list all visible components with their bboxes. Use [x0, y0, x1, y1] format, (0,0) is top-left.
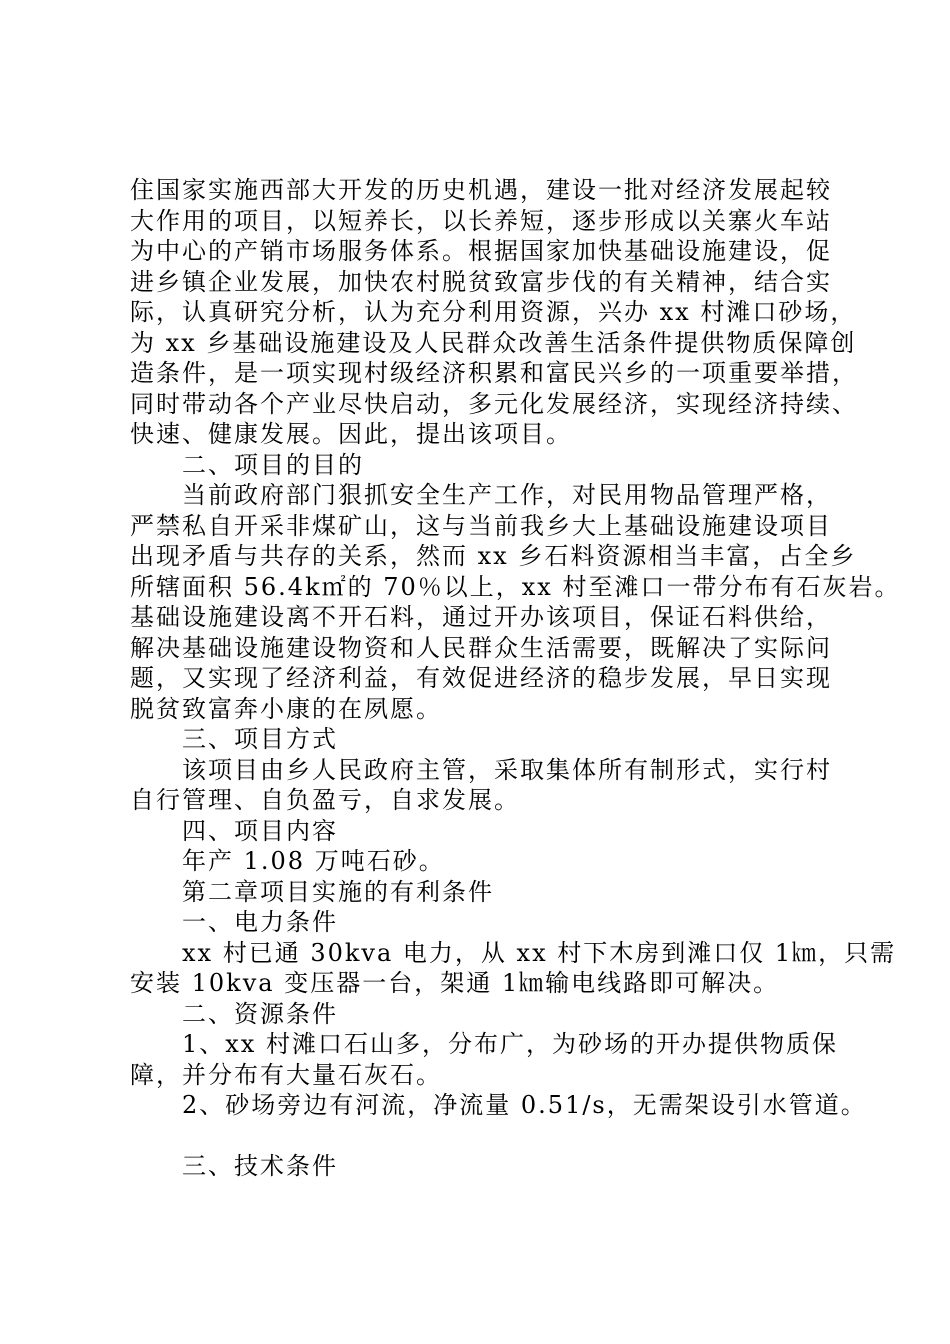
- paragraph-project-purpose: [130, 480, 930, 724]
- text-line: 解决基础设施建设物资和人民群众生活需要，既解决了实际问: [130, 633, 832, 662]
- text-line: 同时带动各个产业尽快启动，多元化发展经济，实现经济持续、: [130, 389, 858, 418]
- paragraph-background: [130, 175, 930, 450]
- chapter-heading: [130, 877, 930, 908]
- text-line: 进乡镇企业发展，加快农村脱贫致富步伐的有关精神，结合实: [130, 267, 832, 296]
- text-line: 自行管理、自负盈亏，自求发展。: [130, 786, 520, 814]
- section-heading-project-method: [130, 724, 930, 755]
- text-line: 造条件，是一项实现村级经济积累和富民兴乡的一项重要举措，: [130, 359, 858, 387]
- section-heading-technical: [130, 1151, 930, 1182]
- text-line: 严禁私自开采非煤矿山，这与当前我乡大上基础设施建设项目: [130, 511, 832, 540]
- text-line: 际，认真研究分析，认为充分利用资源，兴办 xx 村滩口砂场，: [130, 298, 857, 326]
- text-line: 题，又实现了经济利益，有效促进经济的稳步发展，早日实现: [130, 664, 832, 692]
- text-line: 为中心的产销市场服务体系。根据国家加快基础设施建设，促: [130, 237, 832, 265]
- text-line: 障，并分布有大量石灰石。: [130, 1060, 442, 1089]
- section-heading-power: [130, 907, 930, 938]
- paragraph-resources-1: [130, 1029, 930, 1090]
- blank-line: [130, 1121, 930, 1152]
- section-heading-project-purpose: [130, 450, 930, 481]
- text-line: 所辖面积 56.4k㎡的 70％以上，xx 村至滩口一带分布有石灰岩。: [130, 572, 901, 601]
- text-line: 脱贫致富奔小康的在夙愿。: [130, 694, 442, 723]
- text-line: 出现矛盾与共存的关系，然而 xx 乡石料资源相当丰富，占全乡: [130, 542, 857, 570]
- heading-text: 三、技术条件: [182, 1152, 338, 1180]
- heading-text: 二、项目的目的: [182, 450, 364, 479]
- text-line: 基础设施建设离不开石料，通过开办该项目，保证石料供给，: [130, 603, 832, 631]
- document-body: [130, 175, 930, 1182]
- section-heading-resources: [130, 999, 930, 1030]
- heading-text: 一、电力条件: [182, 908, 338, 936]
- text-line: 为 xx 乡基础设施建设及人民群众改善生活条件提供物质保障创: [130, 328, 857, 357]
- text-line: 住国家实施西部大开发的历史机遇，建设一批对经济发展起较: [130, 176, 832, 204]
- text-line: 年产 1.08 万吨石砂。: [182, 847, 445, 875]
- heading-text: 四、项目内容: [182, 816, 338, 845]
- text-line: 2、砂场旁边有河流，净流量 0.51/s，无需架设引水管道。: [182, 1091, 867, 1119]
- text-line: 该项目由乡人民政府主管，采取集体所有制形式，实行村: [182, 755, 832, 784]
- heading-text: 二、资源条件: [182, 999, 338, 1028]
- text-line: 大作用的项目，以短养长，以长养短，逐步形成以关寨火车站: [130, 206, 832, 235]
- paragraph-power: [130, 938, 930, 999]
- section-heading-project-content: [130, 816, 930, 847]
- paragraph-project-method: [130, 755, 930, 816]
- text-line: 当前政府部门狠抓安全生产工作，对民用物品管理严格，: [182, 481, 832, 509]
- heading-text: 三、项目方式: [182, 725, 338, 753]
- text-line: 快速、健康发展。因此，提出该项目。: [130, 420, 572, 448]
- paragraph-project-content: [130, 846, 930, 877]
- heading-text: 第二章项目实施的有利条件: [182, 877, 494, 906]
- paragraph-resources-2: [130, 1090, 930, 1121]
- text-line: 安装 10kva 变压器一台，架通 1㎞输电线路即可解决。: [130, 969, 780, 997]
- text-line: xx 村已通 30kva 电力，从 xx 村下木房到滩口仅 1㎞，只需: [182, 938, 897, 967]
- text-line: 1、xx 村滩口石山多，分布广，为砂场的开办提供物质保: [182, 1030, 838, 1058]
